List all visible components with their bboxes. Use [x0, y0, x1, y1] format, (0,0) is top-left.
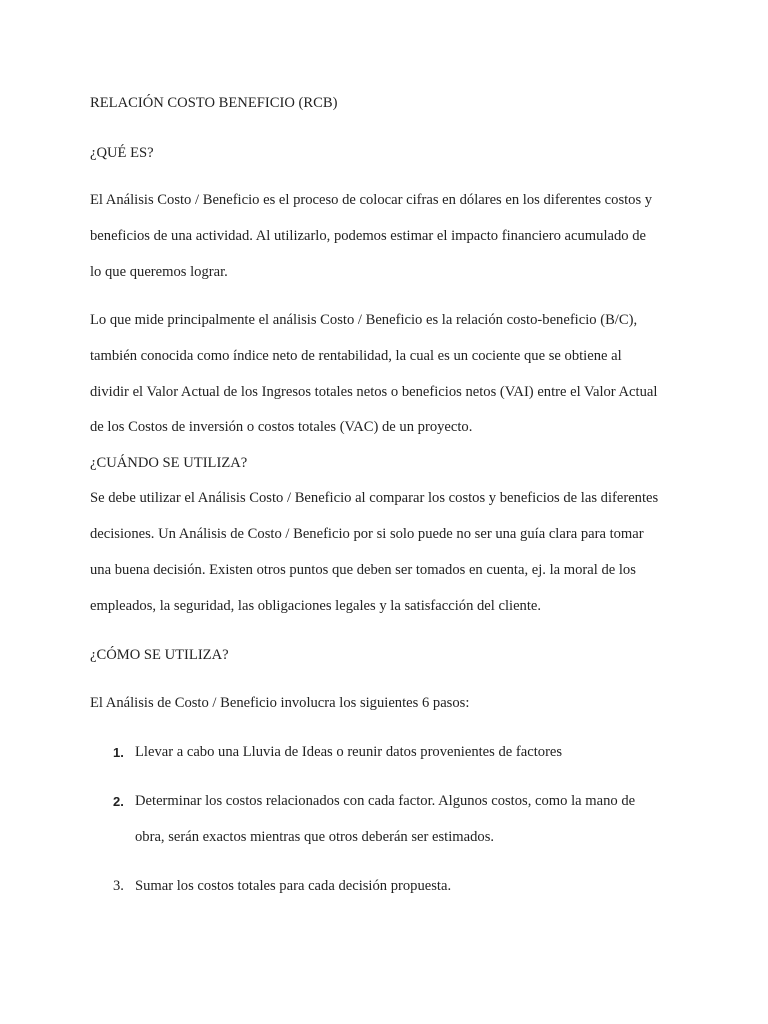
document-title: RELACIÓN COSTO BENEFICIO (RCB) — [90, 95, 338, 111]
paragraph-line: empleados, la seguridad, las obligaciones legales y la satisfacción del cliente. — [90, 598, 542, 614]
list-item-text: Llevar a cabo una Lluvia de Ideas o reunir datos provenientes de factores — [135, 744, 563, 760]
section-heading-que-es: ¿QUÉ ES? — [90, 145, 154, 161]
paragraph-line: una buena decisión. Existen otros puntos que deben ser tomados en cuenta, ej. la moral de los — [90, 562, 636, 578]
list-item-text: Sumar los costos totales para cada decisión propuesta. — [135, 878, 452, 894]
list-item-text: Determinar los costos relacionados con cada factor. Algunos costos, como la mano de — [135, 793, 636, 809]
paragraph-line: lo que queremos lograr. — [90, 264, 228, 280]
paragraph-line: Lo que mide principalmente el análisis Costo / Beneficio es la relación costo-beneficio (B/C), — [90, 312, 638, 328]
paragraph-line: beneficios de una actividad. Al utilizarlo, podemos estimar el impacto financiero acumulado de — [90, 228, 646, 244]
paragraph-line: decisiones. Un Análisis de Costo / Beneficio por si solo puede no ser una guía clara para tomar — [90, 526, 644, 542]
list-item-number: 2. — [113, 794, 124, 809]
section-heading-cuando: ¿CUÁNDO SE UTILIZA? — [90, 455, 248, 471]
paragraph-line: dividir el Valor Actual de los Ingresos totales netos o beneficios netos (VAI) entre el Valor Actual — [90, 384, 658, 400]
paragraph-steps-intro: El Análisis de Costo / Beneficio involucra los siguientes 6 pasos: — [90, 695, 470, 711]
paragraph-line: Se debe utilizar el Análisis Costo / Beneficio al comparar los costos y beneficios de las diferentes — [90, 490, 659, 506]
paragraph-line: también conocida como índice neto de rentabilidad, la cual es un cociente que se obtiene al — [90, 348, 622, 364]
list-item-text: obra, serán exactos mientras que otros deberán ser estimados. — [135, 829, 495, 845]
paragraph-line: de los Costos de inversión o costos totales (VAC) de un proyecto. — [90, 419, 473, 435]
paragraph-line: El Análisis Costo / Beneficio es el proceso de colocar cifras en dólares en los diferentes costos y — [90, 192, 653, 208]
list-item-number: 3. — [113, 878, 124, 894]
section-heading-como: ¿CÓMO SE UTILIZA? — [90, 647, 229, 663]
list-item-number: 1. — [113, 745, 124, 760]
